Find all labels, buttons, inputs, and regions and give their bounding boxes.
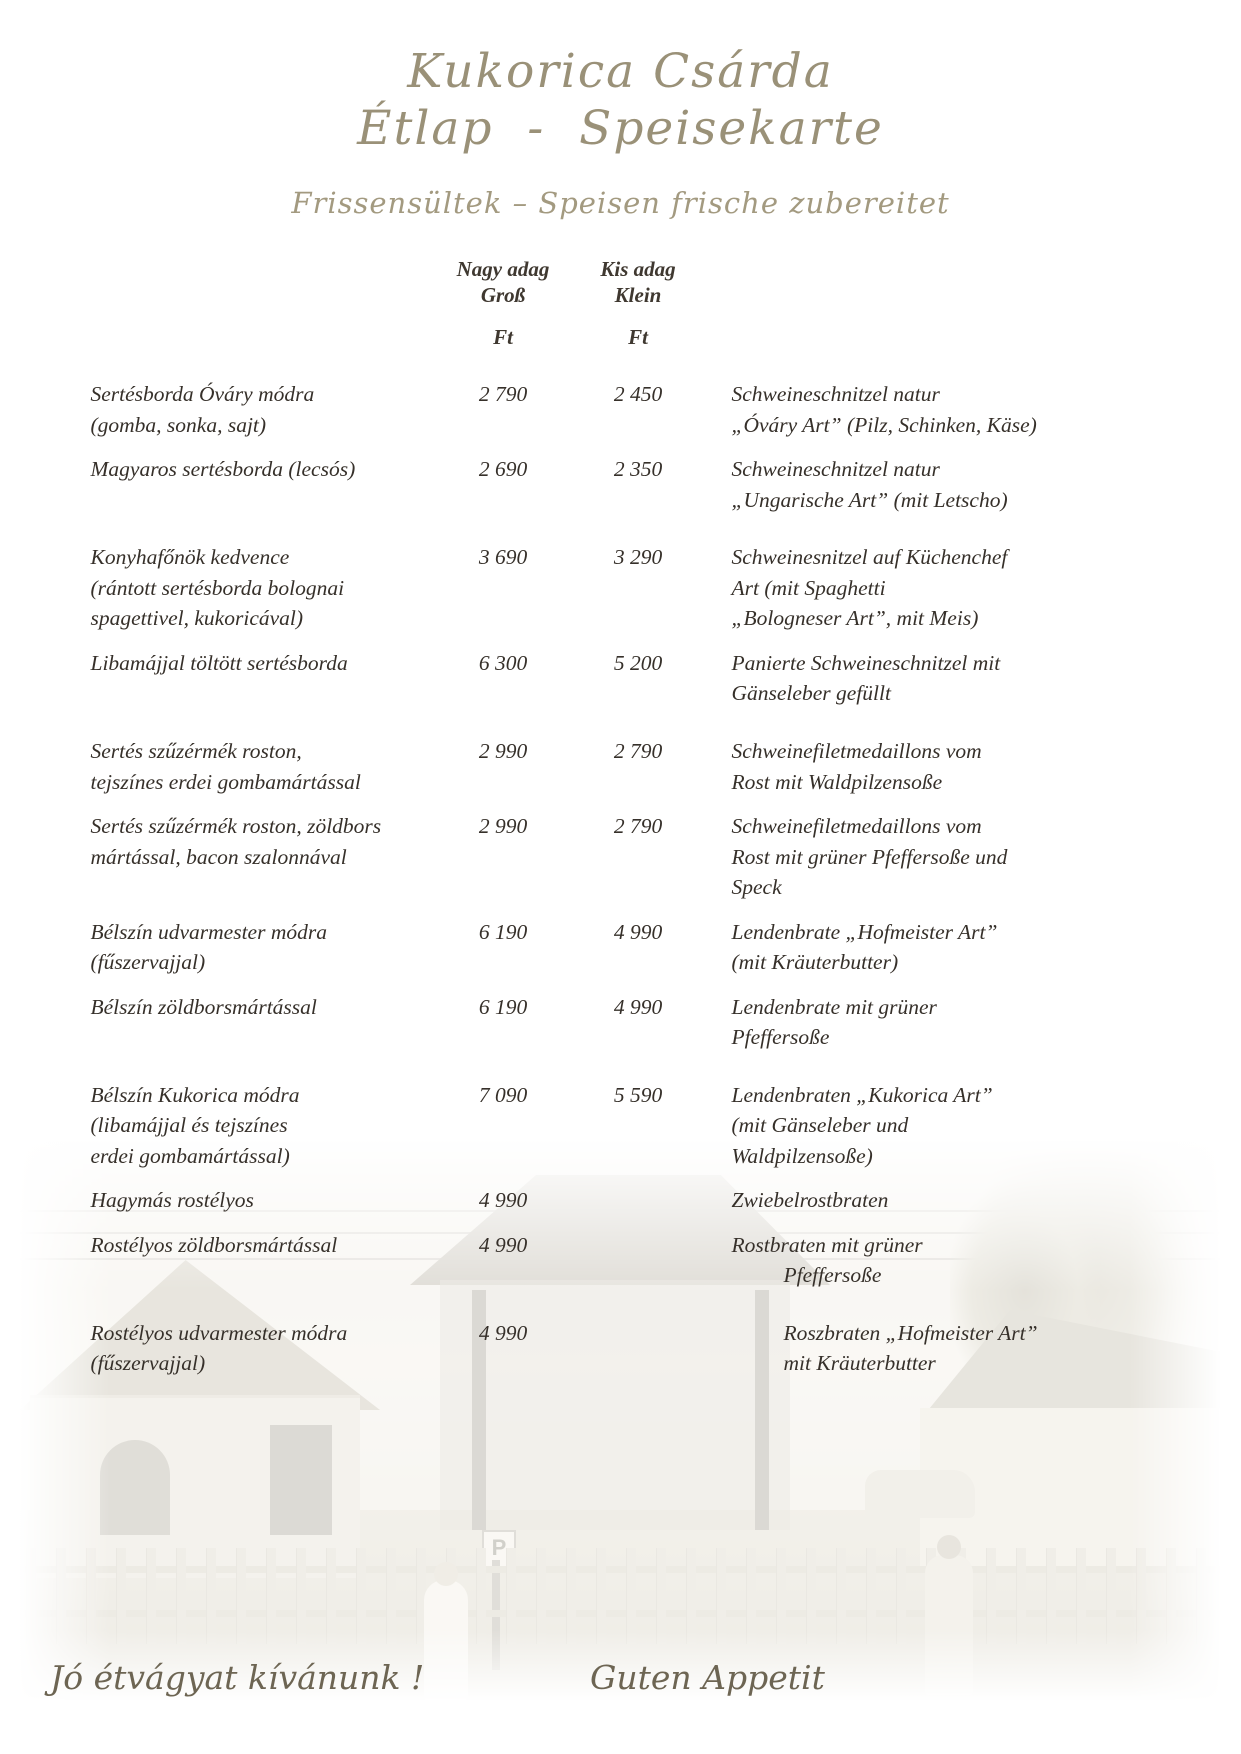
dish-name-de: Zwiebelrostbraten (731, 1188, 889, 1213)
price-large: 3 690 (478, 545, 528, 570)
menu-footer (0, 1658, 1241, 1718)
price-small: 2 450 (613, 382, 663, 407)
dish-name-de: Lendenbrate mit grüner Pfeffersoße (731, 994, 937, 1050)
table-row (91, 1178, 1151, 1223)
column-header-small-hu: Kis adag (600, 256, 676, 281)
menu-table (91, 256, 1151, 1386)
price-large: 7 090 (478, 1082, 528, 1107)
price-small: 2 350 (613, 457, 663, 482)
dish-name-de: Lendenbrate „Hofmeister Art” (mit Kräuterbutter) (731, 919, 998, 975)
photo-door-left (270, 1425, 332, 1535)
footer-text-de: Guten Appetit (590, 1658, 825, 1697)
table-row (91, 641, 1151, 716)
table-row (91, 985, 1151, 1060)
column-header-large (436, 256, 571, 312)
price-small: 3 290 (613, 545, 663, 570)
dish-name-hu: Bélszín zöldborsmártással (90, 994, 317, 1019)
price-large: 6 300 (478, 650, 528, 675)
dish-name-de: Schweinesnitzel auf Küchenchef Art (mit Spaghetti „Bologneser Art”, mit Meis) (731, 545, 1008, 631)
table-row (91, 447, 1151, 522)
price-small: 4 990 (613, 994, 663, 1019)
menu-items (91, 372, 1151, 1385)
menu-header (0, 0, 1241, 220)
dish-name-hu: Hagymás rostélyos (90, 1188, 254, 1213)
dish-name-hu: Magyaros sertésborda (lecsós) (90, 457, 356, 482)
dish-name-de: Schweinefiletmedaillons vom Rost mit grüner Pfeffersoße und Speck (731, 814, 1008, 900)
price-small: 2 790 (613, 814, 663, 839)
photo-fence (20, 1544, 1220, 1644)
dish-name-de: Schweinefiletmedaillons vom Rost mit Waldpilzensoße (731, 739, 982, 794)
price-large: 2 990 (478, 739, 528, 763)
price-small: 4 990 (613, 919, 663, 944)
price-large: 2 790 (478, 382, 528, 407)
price-large: 6 190 (478, 994, 528, 1019)
table-row (91, 716, 1151, 804)
parking-sign-icon: P (482, 1530, 516, 1568)
dish-name-de: Panierte Schweineschnitzel mit Gänseleber gefüllt (731, 650, 1001, 706)
dish-name-hu: Sertés szűzérmék roston, zöldbors mártással, bacon szalonnával (90, 814, 382, 869)
menu-tagline: Frissensültek – Speisen frische zubereitet (291, 185, 950, 220)
price-large: 2 990 (478, 814, 528, 839)
dish-name-de: Rostbraten mit grüner Pfeffersoße (731, 1232, 923, 1288)
table-header-row (91, 256, 1151, 312)
dish-name-de: Schweineschnitzel natur „Ungarische Art” (mit Letscho) (731, 457, 1008, 512)
price-small (571, 1178, 706, 1223)
price-large: 4 990 (478, 1188, 528, 1213)
page-title: Étlap - Speisekarte (357, 101, 884, 157)
price-large: 2 690 (478, 457, 528, 482)
price-small (571, 1298, 706, 1386)
column-header-large-hu: Nagy adag (456, 256, 550, 281)
table-row (91, 372, 1151, 447)
dish-name-de: Lendenbraten „Kukorica Art” (mit Gänseleber und Waldpilzensoße) (731, 1082, 993, 1168)
price-small: 2 790 (613, 739, 663, 763)
footer-text-hu: Jó étvágyat kívánunk ! (50, 1658, 425, 1697)
restaurant-name: Kukorica Csárda (407, 44, 834, 99)
price-small: 5 200 (613, 650, 663, 675)
currency-unit-small: Ft (628, 325, 648, 350)
table-row (91, 804, 1151, 910)
column-header-small-de: Klein (614, 283, 662, 308)
dish-name-hu: Rostélyos zöldborsmártással (90, 1232, 338, 1257)
dish-name-hu: Sertésborda Óváry módra (gomba, sonka, sajt) (90, 382, 315, 437)
column-header-small (571, 256, 706, 312)
dish-name-hu: Konyhafőnök kedvence (rántott sertésborda bolognai spagettivel, kukoricával) (90, 545, 345, 631)
dish-name-hu: Libamájjal töltött sertésborda (90, 650, 348, 675)
price-small: 5 590 (613, 1082, 663, 1107)
dish-name-hu: Bélszín Kukorica módra (libamájjal és tejszínes erdei gombamártással) (90, 1082, 300, 1168)
table-row (91, 522, 1151, 641)
photo-car (865, 1470, 975, 1518)
price-large: 4 990 (478, 1320, 528, 1345)
table-row (91, 1223, 1151, 1298)
table-unit-row (91, 311, 1151, 372)
table-row (91, 1060, 1151, 1179)
price-small (571, 1223, 706, 1298)
dish-name-de: Roszbraten „Hofmeister Art” mit Kräuterbutter (783, 1320, 1038, 1376)
price-large: 6 190 (478, 919, 528, 944)
table-row (91, 1298, 1151, 1386)
table-row (91, 910, 1151, 985)
dish-name-hu: Sertés szűzérmék roston, tejszínes erdei gombamártással (90, 739, 361, 794)
column-header-large-de: Groß (480, 283, 526, 308)
currency-unit-large: Ft (493, 325, 513, 350)
dish-name-hu: Bélszín udvarmester módra (fűszervajjal) (90, 919, 327, 975)
dish-name-de: Schweineschnitzel natur „Óváry Art” (Pilz, Schinken, Käse) (731, 382, 1037, 437)
dish-name-hu: Rostélyos udvarmester módra (fűszervajjal) (90, 1320, 348, 1376)
photo-arch-window (100, 1440, 170, 1535)
price-large: 4 990 (478, 1232, 528, 1257)
